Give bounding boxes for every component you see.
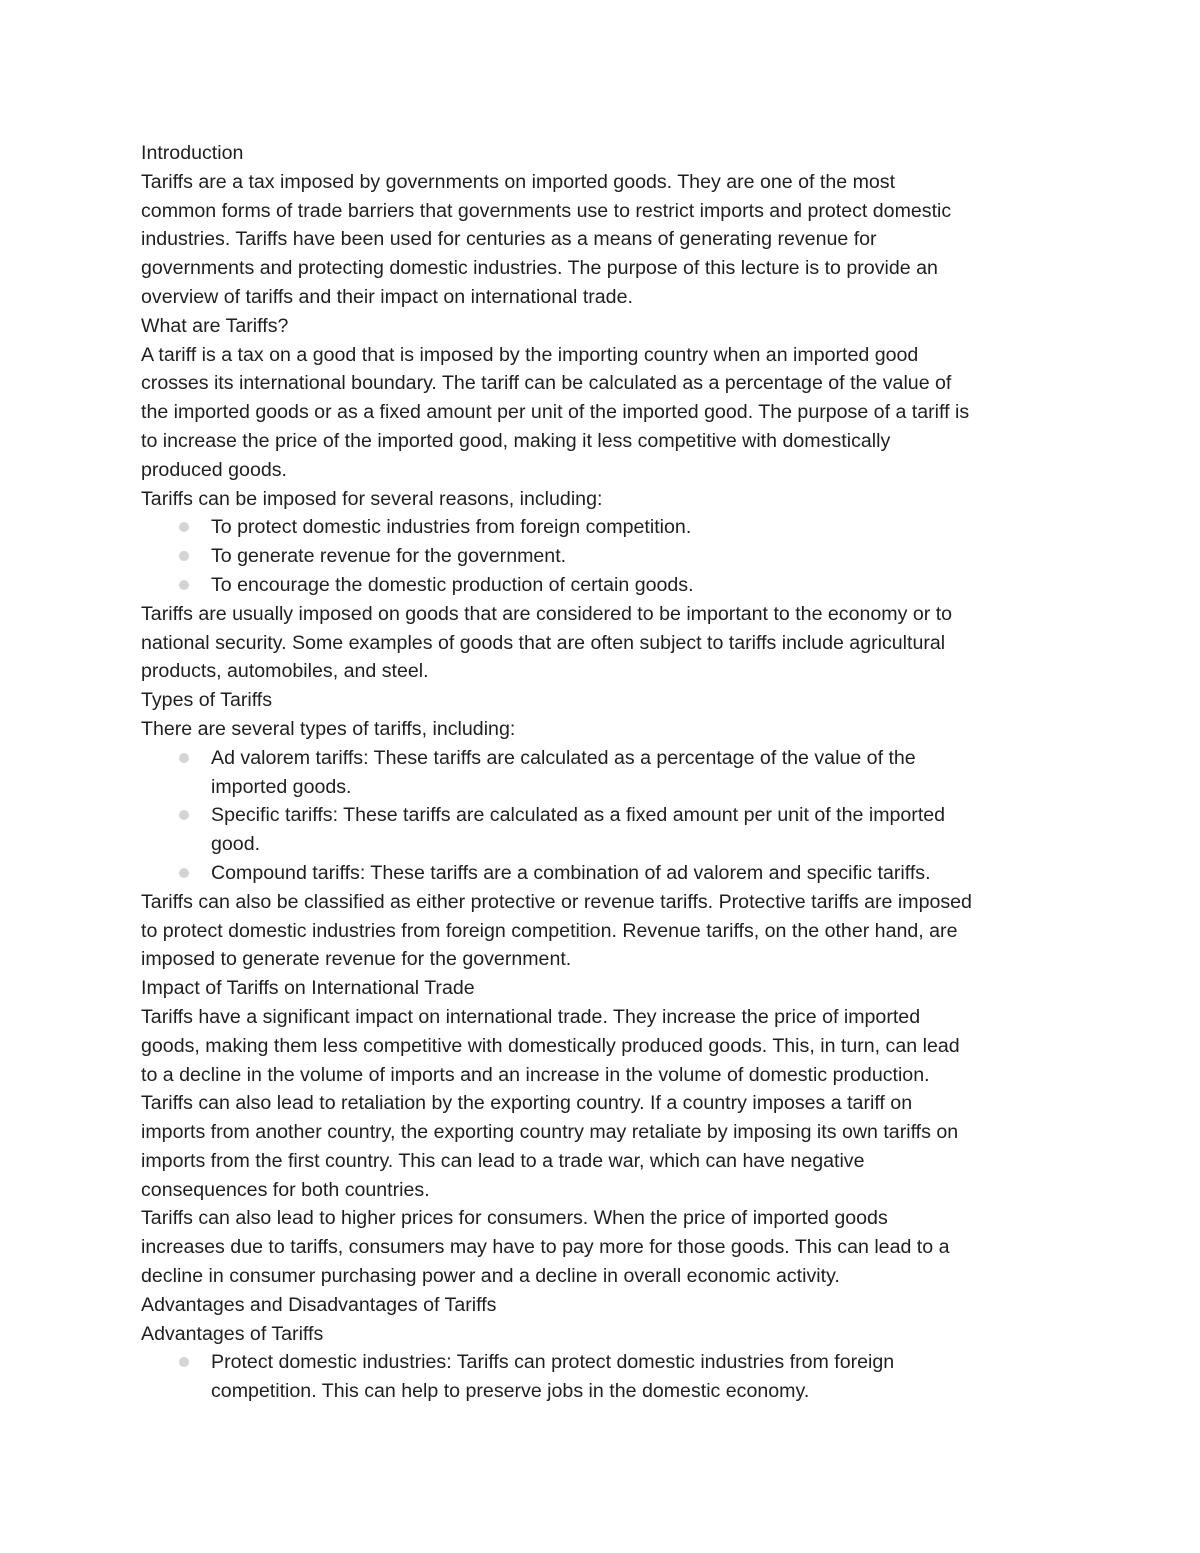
text-line: governments and protecting domestic industries. The purpose of this lecture is to provide an — [141, 257, 938, 280]
text-line: decline in consumer purchasing power and a decline in overall economic activity. — [141, 1265, 840, 1288]
section — [141, 312, 1061, 686]
list-item — [141, 859, 1061, 888]
paragraph — [141, 715, 1061, 744]
section — [141, 1291, 1061, 1320]
paragraph — [141, 485, 1061, 514]
bullet-dot-icon — [179, 810, 189, 820]
text-line: increases due to tariffs, consumers may have to pay more for those goods. This can lead to a — [141, 1236, 950, 1259]
text-line: industries. Tariffs have been used for centuries as a means of generating revenue for — [141, 228, 877, 251]
text-line: There are several types of tariffs, including: — [141, 717, 516, 740]
paragraph — [141, 168, 1061, 312]
list-item — [141, 801, 1061, 859]
list-item — [141, 542, 1061, 571]
bullet-list — [141, 513, 1061, 599]
text-line: to increase the price of the imported good, making it less competitive with domestically — [141, 429, 891, 452]
section-heading: Types of Tariffs — [141, 689, 273, 712]
bullet-dot-icon — [179, 1357, 189, 1367]
list-item — [141, 744, 1061, 802]
text-line: Specific tariffs: These tariffs are calculated as a fixed amount per unit of the imported — [211, 804, 946, 827]
section-heading: Impact of Tariffs on International Trade — [141, 977, 475, 1000]
text-line: consequences for both countries. — [141, 1178, 430, 1201]
text-line: imported goods. — [211, 775, 352, 798]
section — [141, 1320, 1061, 1406]
section-heading: Introduction — [141, 142, 244, 164]
text-line: Compound tariffs: These tariffs are a combination of ad valorem and specific tariffs. — [211, 861, 931, 884]
text-line: To encourage the domestic production of certain goods. — [211, 573, 694, 596]
text-line: crosses its international boundary. The tariff can be calculated as a percentage of the value of — [141, 372, 952, 395]
text-line: produced goods. — [141, 458, 287, 481]
text-line: good. — [211, 833, 261, 856]
text-line: A tariff is a tax on a good that is imposed by the importing country when an imported good — [141, 343, 919, 366]
text-line: products, automobiles, and steel. — [141, 660, 429, 683]
text-line: imposed to generate revenue for the government. — [141, 948, 572, 971]
text-line: imports from another country, the exporting country may retaliate by imposing its own tariffs on — [141, 1121, 959, 1144]
text-line: the imported goods or as a fixed amount per unit of the imported good. The purpose of a tariff is — [141, 401, 970, 424]
bullet-dot-icon — [179, 522, 189, 532]
text-line: Tariffs are usually imposed on goods that are considered to be important to the economy or to — [141, 602, 953, 625]
paragraph — [141, 1204, 1061, 1290]
section-heading: What are Tariffs? — [141, 314, 289, 337]
section — [141, 686, 1061, 974]
document-body — [141, 139, 1061, 1406]
text-line: to protect domestic industries from foreign competition. Revenue tariffs, on the other hand, are — [141, 919, 958, 942]
list-item — [141, 1348, 1061, 1406]
bullet-dot-icon — [179, 580, 189, 590]
paragraph — [141, 341, 1061, 485]
list-item — [141, 513, 1061, 542]
bullet-list — [141, 1348, 1061, 1406]
paragraph — [141, 600, 1061, 686]
text-line: national security. Some examples of goods that are often subject to tariffs include agricultural — [141, 631, 946, 654]
text-line: Tariffs are a tax imposed by governments on imported goods. They are one of the most — [141, 170, 896, 193]
list-item — [141, 571, 1061, 600]
text-line: To protect domestic industries from foreign competition. — [211, 516, 692, 539]
text-line: to a decline in the volume of imports and an increase in the volume of domestic production. — [141, 1063, 930, 1086]
bullet-dot-icon — [179, 753, 189, 763]
section — [141, 139, 1061, 312]
text-line: Ad valorem tariffs: These tariffs are calculated as a percentage of the value of the — [211, 746, 916, 769]
text-line: Tariffs can also be classified as either protective or revenue tariffs. Protective tariffs are imposed — [141, 890, 972, 913]
text-line: Tariffs have a significant impact on international trade. They increase the price of imported — [141, 1005, 921, 1028]
text-line: overview of tariffs and their impact on international trade. — [141, 285, 633, 308]
text-line: Tariffs can also lead to higher prices for consumers. When the price of imported goods — [141, 1207, 888, 1230]
paragraph — [141, 1089, 1061, 1204]
text-line: Protect domestic industries: Tariffs can protect domestic industries from foreign — [211, 1351, 895, 1374]
bullet-list — [141, 744, 1061, 888]
text-line: imports from the first country. This can lead to a trade war, which can have negative — [141, 1149, 865, 1172]
text-line: To generate revenue for the government. — [211, 545, 567, 568]
section-heading: Advantages and Disadvantages of Tariffs — [141, 1293, 497, 1316]
text-line: common forms of trade barriers that governments use to restrict imports and protect domestic — [141, 199, 952, 222]
section — [141, 974, 1061, 1291]
text-line: Tariffs can also lead to retaliation by the exporting country. If a country imposes a tariff on — [141, 1092, 913, 1115]
bullet-dot-icon — [179, 551, 189, 561]
text-line: goods, making them less competitive with domestically produced goods. This, in turn, can lead — [141, 1034, 960, 1057]
text-line: Tariffs can be imposed for several reasons, including: — [141, 487, 603, 510]
text-line: competition. This can help to preserve jobs in the domestic economy. — [211, 1380, 810, 1403]
bullet-dot-icon — [179, 868, 189, 878]
section-heading: Advantages of Tariffs — [141, 1322, 324, 1345]
paragraph — [141, 888, 1061, 974]
paragraph — [141, 1003, 1061, 1089]
